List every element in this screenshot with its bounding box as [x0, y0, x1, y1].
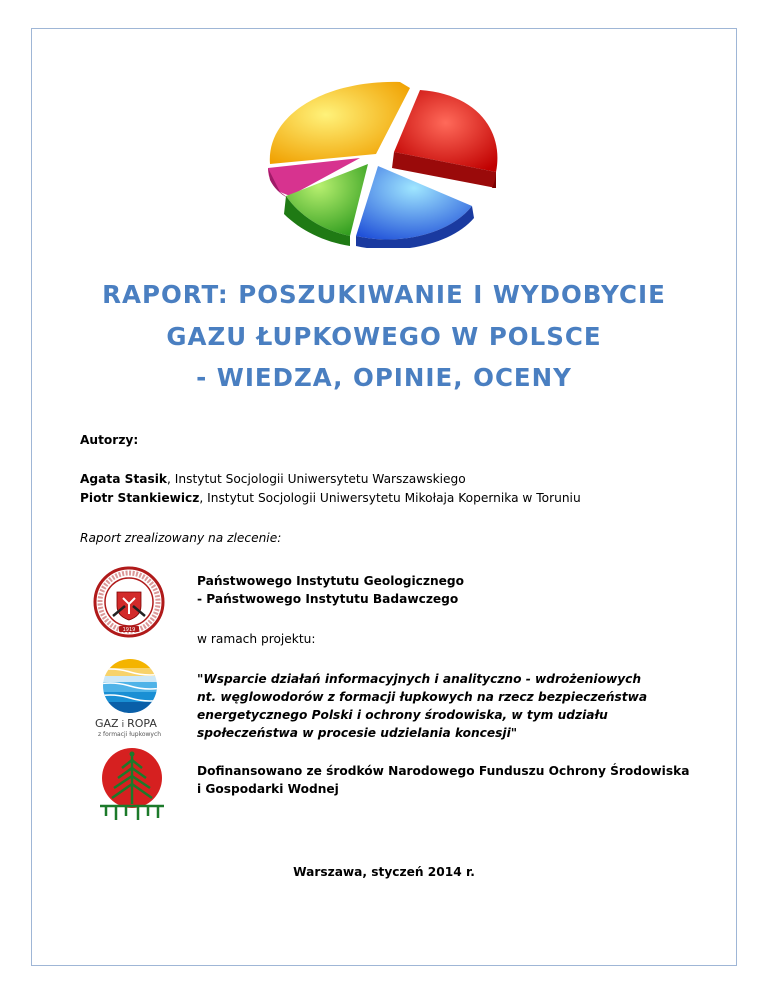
project-intro: w ramach projektu: — [197, 632, 316, 646]
author-2-affiliation: , Instytut Socjologii Uniwersytetu Mikołaja Kopernika w Toruniu — [199, 491, 581, 505]
funding-line-1: Dofinansowano ze środków Narodowego Funduszu Ochrony Środowiska — [197, 764, 690, 778]
author-1-affiliation: , Instytut Socjologii Uniwersytetu Warszawskiego — [167, 472, 466, 486]
pig-seal-year: 1919 — [122, 627, 136, 633]
project-line-1: "Wsparcie działań informacyjnych i analityczno - wdrożeniowych — [197, 672, 642, 686]
gaz-logo-text-ropa: ROPA — [127, 717, 157, 730]
project-line-2: nt. węglowodorów z formacji łupkowych na rzecz bezpieczeństwa — [197, 690, 648, 704]
report-title-line-3: - WIEDZA, OPINIE, OCENY — [196, 363, 572, 392]
commission-intro: Raport zrealizowany na zlecenie: — [80, 531, 282, 545]
author-2 — [80, 489, 581, 507]
gaz-logo-text-gaz: GAZ — [95, 717, 119, 730]
authors-heading: Autorzy: — [80, 433, 139, 447]
gaz-logo-text-i: i — [121, 720, 125, 730]
svg-text:GAZiROPA — [95, 717, 157, 730]
pie-chart-illustration — [260, 68, 505, 248]
nfosigw-logo — [94, 746, 170, 822]
funding-line-2: i Gospodarki Wodnej — [197, 782, 339, 796]
author-2-name: Piotr Stankiewicz — [80, 491, 200, 505]
institute-line-1: Państwowego Instytutu Geologicznego — [197, 574, 465, 588]
author-1 — [80, 470, 466, 488]
report-title-line-2: GAZU ŁUPKOWEGO W POLSCE — [166, 322, 602, 351]
gaz-logo-subtitle: z formacji łupkowych — [98, 731, 162, 738]
gaz-i-ropa-logo — [90, 656, 170, 740]
project-line-3: energetycznego Polski i ochrony środowiska, w tym udziału — [197, 708, 608, 722]
institute-line-2: - Państwowego Instytutu Badawczego — [197, 592, 459, 606]
author-1-name: Agata Stasik — [80, 472, 168, 486]
place-and-date: Warszawa, styczeń 2014 r. — [293, 865, 475, 879]
pig-seal-logo — [93, 566, 165, 638]
pie-slice-yellow — [270, 82, 410, 164]
project-line-4: społeczeństwa w procesie udzielania koncesji" — [197, 726, 518, 740]
report-title-line-1: RAPORT: POSZUKIWANIE I WYDOBYCIE — [102, 280, 666, 309]
